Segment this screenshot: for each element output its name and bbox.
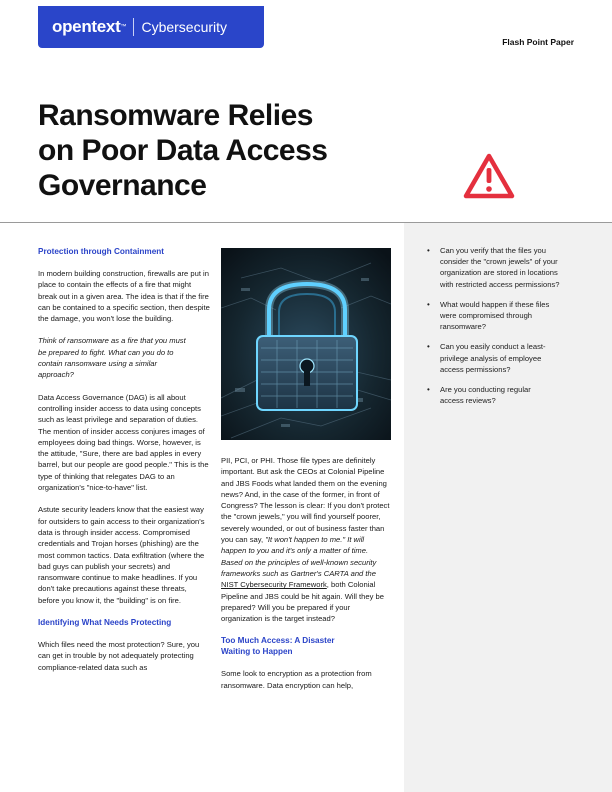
padlock-image: [221, 248, 391, 440]
paragraph: Astute security leaders know that the easiest way for outsiders to gain access to their organization's data is through insider access. Compromised credentials and Trojan horses (phishing) are the most common tactics. Data exfiltration (where the bad guys can publish your secrets) and ransomware continue to make headlines. If you don't take precautions against these threats, before you know it, the "building" is on fire.: [38, 505, 205, 605]
page-title: [38, 98, 398, 203]
title-line-2: on Poor Data Access: [38, 134, 328, 167]
list-item: • What would happen if these files were compromised through ransomware?: [426, 299, 550, 333]
title-line-1: Ransomware Relies: [38, 99, 313, 132]
paragraph: Which files need the most protection? Sure, you can get in trouble by not adequately protecting compliance-related data such as: [38, 640, 200, 672]
paragraph-text: , both Colonial Pipeline and JBS could be hit again. Will they be prepared? Will you be prepared if your organization is the target instead?: [221, 580, 384, 624]
warning-triangle-icon: [463, 153, 515, 199]
opentext-logo: [38, 6, 264, 48]
logo-divider: [133, 18, 134, 36]
list-item: • Can you easily conduct a least-privilege analysis of employee access permissions?: [426, 341, 562, 375]
section-heading: Protection through Containment: [38, 247, 164, 256]
padlock-illustration: [221, 248, 391, 440]
paragraph-text: PII, PCI, or PHI. Those file types are definitely important. But ask the CEOs at Colonial Pipeline and JBS Foods what landed them on the evening news? And, in the case of the former, in front of Congress? The lesson is clear: If you don't protect the "crown jewels," you will find yourself poorer, severely wounded, or out of business faster than you can say,: [221, 456, 390, 545]
list-item: • Can you verify that the files you consider the "crown jewels" of your organization are stored in locations with restricted access permissions?: [426, 245, 570, 290]
title-line-3: Governance: [38, 169, 207, 202]
paragraph: Data Access Governance (DAG) is all about controlling insider access to data using concepts such as least privilege and separation of duties. The mention of insider access conjures images of employees doing bad things. Worse, however, is the attitude, "Sure, there are bad apples in every barrel, but our people are good people." This is the type of thinking that relegates DAG to an organization's "nice-to-have" list.: [38, 392, 209, 493]
column-1: [38, 246, 210, 684]
quote-italic: "It won't happen to me.": [265, 535, 346, 545]
paragraph-italic-text: It will happen to you and it's only a matter of time. Based on the principles of well-known security frameworks such as Gartner's CARTA and the: [221, 535, 377, 578]
column-2: [221, 455, 391, 702]
list-item: • Are you conducting regular access reviews?: [426, 384, 552, 406]
question-sidebar: [404, 223, 612, 792]
paragraph: [221, 455, 391, 624]
paragraph: Some look to encryption as a protection from ransomware. Data encryption can help,: [221, 669, 372, 690]
question-list: [404, 223, 612, 406]
logo-trademark: ™: [120, 24, 127, 30]
document-type: Flash Point Paper: [502, 37, 574, 47]
section-heading: Too Much Access: A Disaster Waiting to Happen: [221, 636, 335, 657]
nist-framework-link[interactable]: NIST Cybersecurity Framework: [221, 580, 327, 590]
logo-product: Cybersecurity: [141, 19, 228, 35]
paragraph: In modern building construction, firewalls are put in place to contain the effects of a fire that might break out in a given area. The idea is that if the fire can be contained to a specific section, then despite the damage, you won't lose the building.: [38, 269, 210, 324]
paragraph-italic: Think of ransomware as a fire that you must be prepared to fight. What can you do to contain ransomware using a similar approach?: [38, 336, 186, 380]
section-heading: Identifying What Needs Protecting: [38, 618, 172, 628]
logo-brand: opentext: [52, 17, 121, 36]
